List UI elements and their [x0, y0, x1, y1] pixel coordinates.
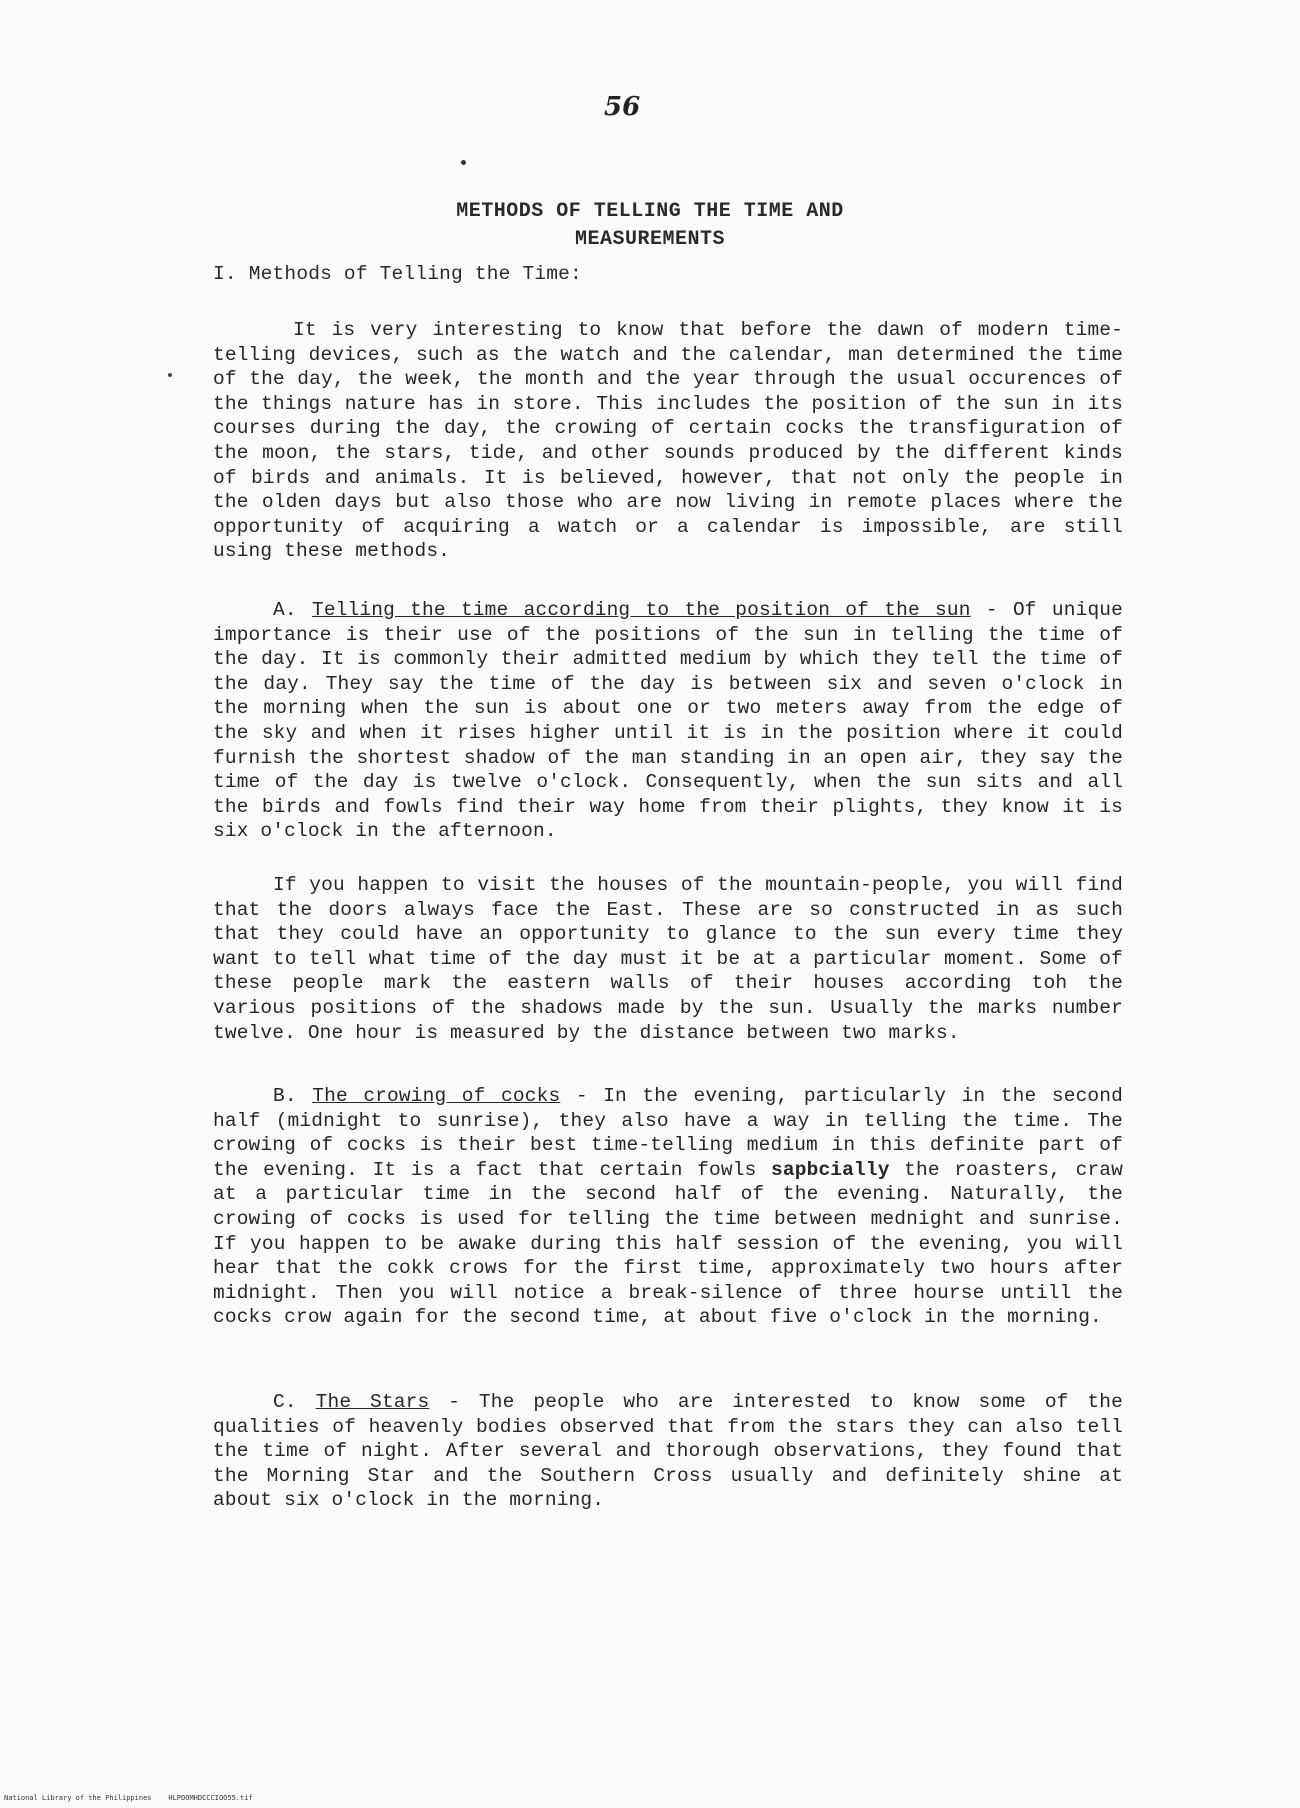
paragraph-stars	[213, 1390, 1123, 1513]
title-line-1: METHODS OF TELLING THE TIME AND	[456, 200, 844, 223]
ink-dot	[461, 160, 466, 165]
paragraph-cocks	[213, 1084, 1123, 1330]
paragraph-cocks-text-2: the roasters, craw at a particular time in the second half of the evening. Naturally, the crowing of cocks is used for telling the time between mednight and sunrise. If you happen to be awake during this half session of the evening, you will hear that the cokk crows for the first time, approximately two hours after midnight. Then you will notice a break-silence of three hourse untill the cocks crow again for the second time, at about five o'clock in the morning.	[213, 1158, 1123, 1329]
subsection-label-c: C.	[273, 1391, 297, 1413]
section-heading: I. Methods of Telling the Time:	[213, 263, 582, 285]
subsection-label-a: A.	[273, 599, 297, 621]
paragraph-stars-text: - The people who are interested to know some of the qualities of heavenly bodies observed that from the stars they can also tell the time of night. After several and thorough observations, they found that the Morning Star and the Southern Cross usually and definitely shine at about six o'clock in the morning.	[213, 1391, 1123, 1512]
paragraph-cocks-bold-word: sapbcially	[771, 1158, 890, 1181]
margin-mark	[168, 373, 172, 377]
paragraph-sun-text: - Of unique importance is their use of the positions of the sun in telling the time of the day. It is commonly their admitted medium by which they tell the time of the day. They say the time of the day is between six and seven o'clock in the morning when the sun is about one or two meters away from the edge of the sky and when it rises higher until it is in the position where it could furnish the shortest shadow of the man standing in an open air, they say the time of the day is twelve o'clock. Consequently, when the sun sits and all the birds and fowls find their way home from their plights, they know it is six o'clock in the afternoon.	[213, 599, 1123, 843]
paragraph-sun	[213, 598, 1123, 844]
footer-file-id: HLPOOMHDCCCIOO55.tif	[168, 1794, 253, 1802]
footer-library: National Library of the Philippines	[4, 1794, 152, 1802]
paragraph-intro	[213, 318, 1123, 564]
scan-footer	[4, 1794, 253, 1802]
document-title	[0, 198, 1300, 254]
paragraph-mountain	[213, 873, 1123, 1045]
paragraph-mountain-text: If you happen to visit the houses of the mountain-people, you will find that the doors always face the East. These are so constructed in as such that they could have an opportunity to glance to the sun every time they want to tell what time of the day must it be at a particular moment. Some of these people mark the eastern walls of their houses according toh the various positions of the shadows made by the sun. Usually the marks number twelve. One hour is measured by the distance between two marks.	[213, 874, 1123, 1044]
subsection-title-stars: The Stars	[315, 1391, 430, 1413]
subsection-title-cocks: The crowing of cocks	[312, 1085, 561, 1107]
paragraph-cocks-text-1: - In the evening, particularly in the second half (midnight to sunrise), they also have a way in telling the time. The crowing of cocks is their best time-telling medium in this definite part of the evening. It is a fact that certain fowls	[213, 1085, 1123, 1181]
subsection-label-b: B.	[273, 1085, 297, 1107]
paragraph-intro-text: It is very interesting to know that before the dawn of modern time-telling devices, such as the watch and the calendar, man determined the time of the day, the week, the month and the year through the usual occurences of the things nature has in store. This includes the position of the sun in its courses during the day, the crowing of certain cocks the transfiguration of the moon, the stars, tide, and other sounds produced by the different kinds of birds and animals. It is believed, however, that not only the people in the olden days but also those who are now living in remote places where the opportunity of acquiring a watch or a calendar is impossible, are still using these methods.	[213, 319, 1123, 563]
page-number: 56	[604, 92, 641, 122]
title-line-2: MEASUREMENTS	[574, 228, 726, 251]
subsection-title-sun: Telling the time according to the position of the sun	[311, 599, 971, 621]
